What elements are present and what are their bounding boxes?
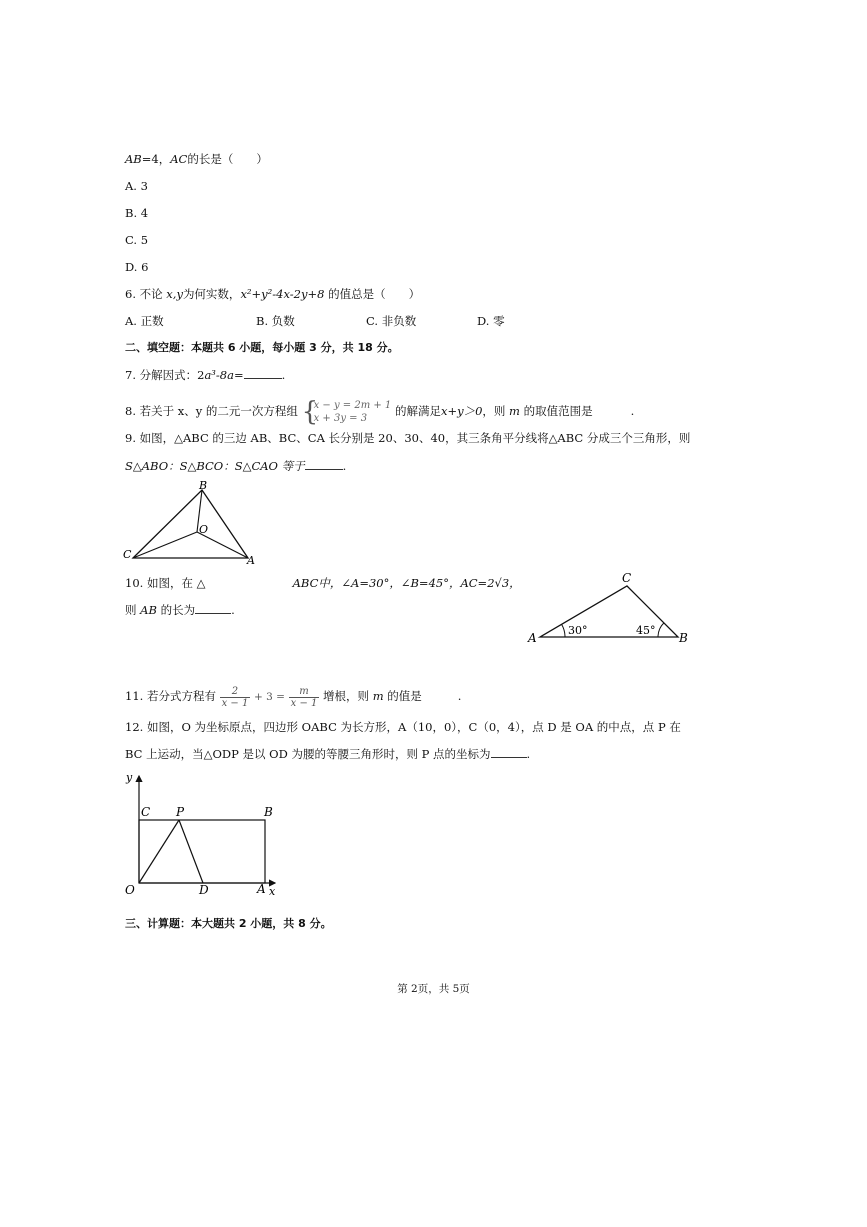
q6-option-c: C. 非负数	[366, 314, 417, 328]
fraction-2-numerator: m	[289, 686, 320, 698]
q8-suffix-a: 的解满足	[394, 404, 441, 418]
q6-vars: x,y	[166, 287, 183, 301]
label-o: O	[125, 883, 135, 897]
label-a: A	[247, 554, 255, 567]
label-o: O	[199, 523, 209, 536]
eq-text: =4，	[141, 152, 171, 166]
label-a: A	[257, 882, 266, 896]
q8-suffix-c: 的取值范围是	[523, 404, 593, 418]
q10-end: .	[231, 603, 235, 617]
q8-var-m: m	[509, 404, 520, 418]
q11-prefix: 11. 若分式方程有	[125, 689, 216, 703]
q6-mid: 为何实数，	[182, 287, 241, 301]
answer-blank	[305, 458, 343, 470]
label-c: C	[141, 805, 151, 819]
label-b: B	[679, 631, 688, 645]
question-6-stem	[125, 286, 420, 302]
question-5-stem-tail	[125, 151, 268, 167]
equation-1: x − y = 2m + 1	[313, 400, 392, 411]
q8-prefix: 8. 若关于 x、y 的二元一次方程组	[125, 404, 298, 418]
label-y: y	[126, 771, 133, 784]
q5-option-a: A. 3	[125, 179, 148, 193]
triangle-abc	[540, 586, 678, 637]
label-a: A	[528, 631, 537, 645]
question-10-line-2	[125, 602, 235, 618]
q10-then: 则	[125, 603, 137, 617]
q9-end: .	[342, 459, 347, 473]
figure-q10-triangle	[525, 568, 695, 650]
q11-suffix-2: 的值是	[387, 689, 422, 703]
question-8	[125, 399, 634, 425]
stem-text: 的长是（ ）	[187, 152, 268, 166]
q10-conditions: 中，∠A=30°，∠B=45°，AC=2√3，	[318, 576, 521, 590]
q6-option-b: B. 负数	[256, 314, 295, 328]
question-10-line-1	[125, 575, 521, 591]
q10-ab: AB	[140, 603, 157, 617]
q6-options	[125, 313, 505, 329]
label-p: P	[176, 805, 185, 819]
equation-2: x + 3y = 3	[313, 413, 368, 424]
bisector-c	[133, 532, 197, 558]
angle-arc-a	[562, 625, 565, 638]
q10-abc: ABC	[292, 576, 319, 590]
q9-ratio: S△ABO：S△BCO：S△CAO 等于	[125, 459, 305, 473]
answer-blank	[491, 746, 527, 758]
segment-ab: AB	[125, 152, 142, 166]
q8-suffix-b: ，则	[482, 404, 506, 418]
label-c: C	[123, 548, 132, 561]
q7-prefix: 7. 分解因式：2	[125, 368, 205, 382]
q6-option-d: D. 零	[477, 314, 505, 328]
q10-length-text: 的长为	[160, 603, 196, 617]
equation-system	[302, 399, 392, 425]
segment-op	[139, 820, 179, 883]
figure-q12-coordinate	[118, 768, 288, 898]
q5-option-d: D. 6	[125, 260, 149, 274]
question-11	[125, 683, 461, 710]
angle-arc-b	[658, 623, 664, 637]
left-brace-icon: {	[301, 397, 319, 427]
label-b: B	[199, 479, 208, 492]
q12-end: .	[526, 747, 531, 761]
q7-expression: a³-8a=	[204, 368, 244, 382]
section-2-heading: 二、填空题：本题共 6 小题，每小题 3 分，共 18 分。	[125, 341, 399, 354]
q11-suffix: 增根，则	[323, 689, 370, 703]
label-d: D	[199, 883, 209, 897]
fraction-1-numerator: 2	[220, 686, 251, 698]
angle-b-value: 45°	[636, 624, 656, 637]
q11-end: .	[457, 689, 462, 703]
label-c: C	[622, 571, 632, 585]
triangle-abc	[133, 490, 248, 558]
fraction-1-denominator: x − 1	[221, 697, 249, 709]
q5-option-b: B. 4	[125, 206, 149, 220]
segment-pd	[179, 820, 203, 883]
page-footer: 第 2页，共 5页	[397, 983, 470, 995]
q6-prefix: 6. 不论	[125, 287, 163, 301]
question-12-line-2	[125, 746, 530, 762]
q10-prefix: 10. 如图，在	[125, 576, 193, 590]
fraction-2	[289, 686, 320, 709]
q8-end: .	[630, 404, 635, 418]
q11-var-m: m	[372, 689, 384, 703]
angle-a-value: 30°	[568, 624, 588, 637]
q11-plus-equals: + 3 =	[254, 691, 285, 703]
answer-blank	[244, 367, 282, 379]
fraction-1	[220, 686, 251, 709]
question-9-line-2	[125, 458, 346, 474]
triangle-symbol: △	[196, 576, 206, 590]
label-b: B	[264, 805, 273, 819]
answer-blank	[195, 602, 231, 614]
q6-expression: x²+y²-4x-2y+8	[240, 287, 325, 301]
q7-end: .	[281, 368, 286, 382]
question-7	[125, 367, 285, 383]
q6-suffix: 的值总是（ ）	[328, 287, 421, 301]
section-3-heading: 三、计算题：本大题共 2 小题，共 8 分。	[125, 917, 332, 930]
rectangle-oabc	[139, 820, 265, 883]
q8-condition: x+y＞0	[440, 404, 483, 418]
fraction-2-denominator: x − 1	[290, 697, 318, 709]
label-x: x	[269, 885, 276, 898]
q6-option-a: A. 正数	[125, 314, 164, 328]
q12-text: BC 上运动，当△ODP 是以 OD 为腰的等腰三角形时，则 P 点的坐标为	[125, 747, 491, 761]
q5-option-c: C. 5	[125, 233, 149, 247]
segment-ac: AC	[170, 152, 188, 166]
figure-q9-triangle	[120, 478, 260, 568]
question-9-line-1: 9. 如图，△ABC 的三边 AB、BC、CA 长分别是 20、30、40，其三条角平分线将△ABC 分成三个三角形，则	[125, 431, 691, 445]
question-12-line-1: 12. 如图，O 为坐标原点，四边形 OABC 为长方形，A（10，0），C（0，4），点 D 是 OA 的中点，点 P 在	[125, 720, 681, 734]
